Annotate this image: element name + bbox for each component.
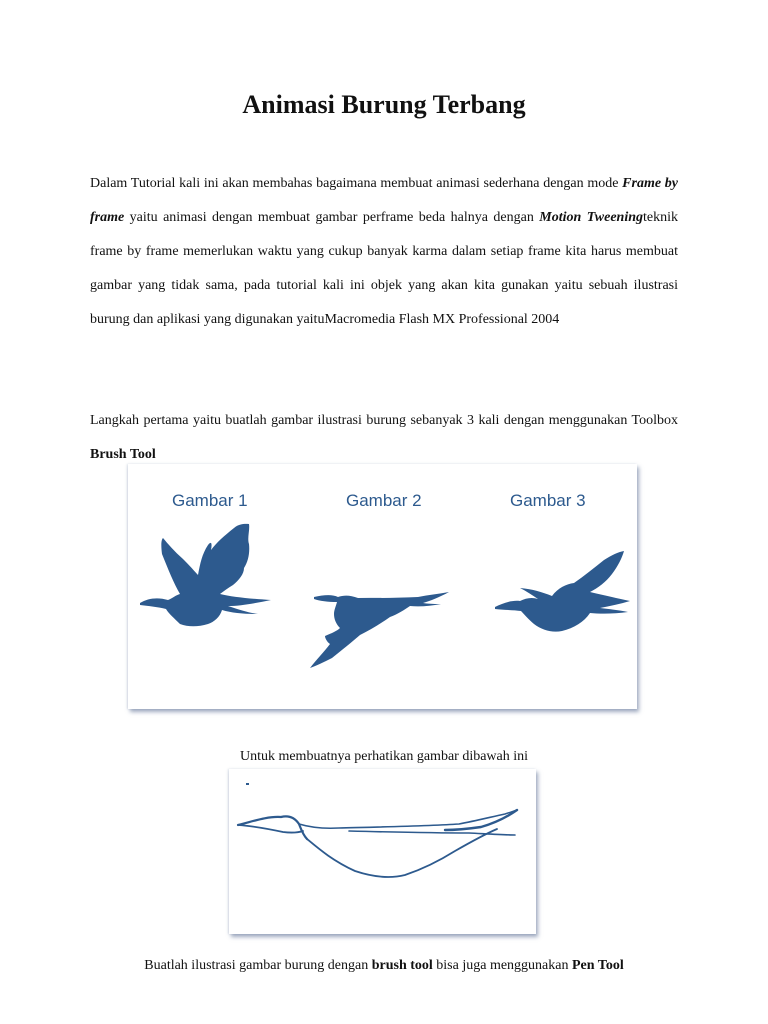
figure-label-gambar-2: Gambar 2 <box>346 491 422 510</box>
bird-frame-3-icon <box>495 551 630 632</box>
intro-emphasis-motion-tweening: Motion Tweening <box>539 210 644 225</box>
bird-frame-1-icon <box>140 524 271 626</box>
intro-paragraph <box>90 167 678 337</box>
intro-emphasis-frame-by-frame: Frame by frame <box>90 176 678 225</box>
intro-text-1: Dalam Tutorial kali ini akan membahas bagaimana membuat animasi sederhana dengan mode <box>90 176 623 191</box>
caption2-emphasis-brush-tool: brush tool <box>371 958 433 973</box>
step-text-1: Langkah pertama yaitu buatlah gambar ilustrasi burung sebanyak 3 kali dengan menggunakan Toolbox <box>90 413 678 428</box>
caption2-text-2: bisa juga menggunakan <box>432 958 572 973</box>
step-emphasis-brush-tool: Brush Tool <box>90 447 156 462</box>
figure-caption-2 <box>0 958 768 974</box>
figure-caption-1: Untuk membuatnya perhatikan gambar dibawah ini <box>239 749 529 764</box>
bird-frames-figure <box>128 464 637 709</box>
page-title: Animasi Burung Terbang <box>242 90 526 119</box>
bird-frame-2-icon <box>310 592 449 668</box>
step-paragraph <box>90 404 678 472</box>
small-marker <box>246 783 249 785</box>
bird-outline-figure <box>229 769 536 934</box>
intro-text-3: teknik frame by frame memerlukan waktu yang cukup banyak karma dalam setiap frame kita harus membuat gambar yang tidak sama, pada tutorial kali ini objek yang akan kita gunakan yaitu sebuah ilustrasi burung dan aplikasi yang digunakan yaituMacromedia Flash MX Professional 2004 <box>90 210 679 327</box>
caption2-emphasis-pen-tool: Pen Tool <box>571 958 624 973</box>
bird-outline-svg <box>229 769 536 934</box>
caption2-text-1: Buatlah ilustrasi gambar burung dengan <box>144 958 372 973</box>
intro-text-2: yaitu animasi dengan membuat gambar perframe beda halnya dengan <box>124 210 540 225</box>
figure-label-gambar-1: Gambar 1 <box>172 491 248 510</box>
figure-label-gambar-3: Gambar 3 <box>510 491 586 510</box>
bird-outline-icon <box>238 810 517 877</box>
bird-frames-svg <box>128 464 637 709</box>
